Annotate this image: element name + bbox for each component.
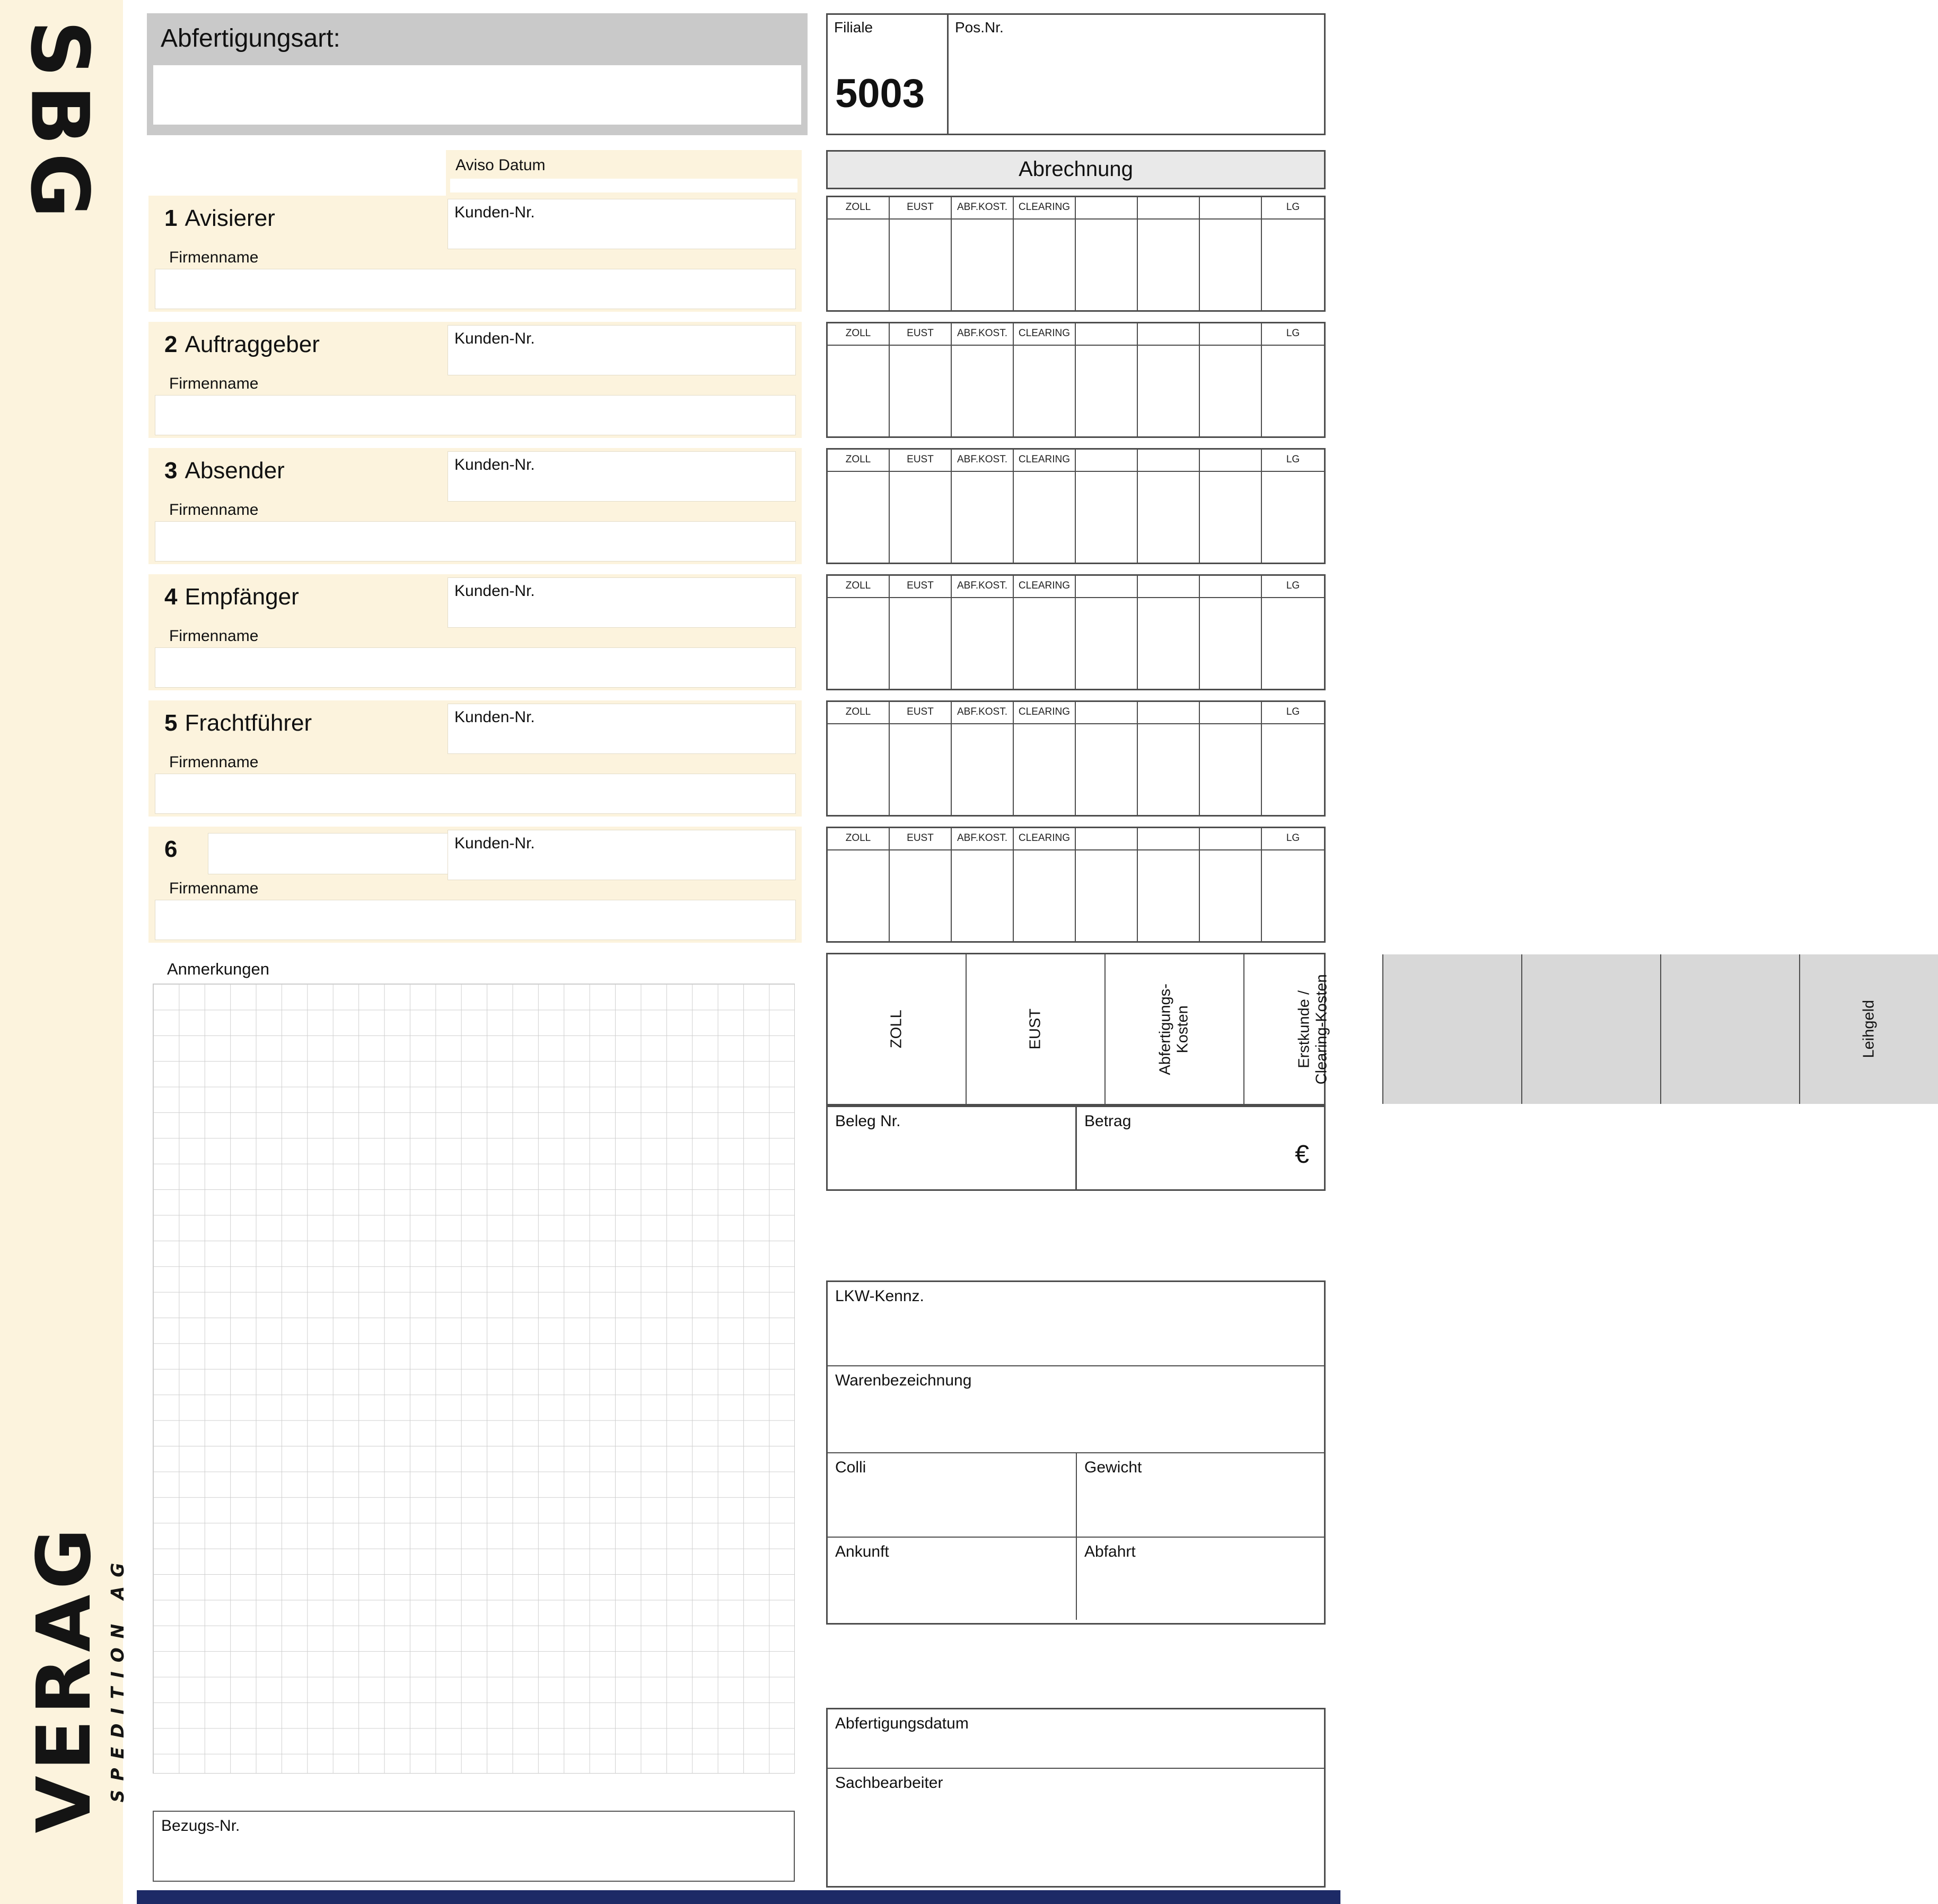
column-header-eust: EUST: [890, 576, 951, 598]
ankunft-label: Ankunft: [835, 1543, 889, 1560]
row-name: Auftraggeber: [185, 331, 320, 357]
column-header-blank: [1076, 702, 1137, 724]
row-number: 2: [164, 331, 178, 357]
ankunft-field[interactable]: [828, 1538, 1077, 1620]
abfertigungsdatum-field[interactable]: [828, 1709, 1324, 1769]
abrechnung-cell-blank[interactable]: [1200, 450, 1262, 563]
filiale-posnr-box: [826, 13, 1326, 135]
verag-logo-text: VERAG: [21, 1523, 108, 1833]
abrechnung-cell-blank[interactable]: [1200, 702, 1262, 815]
rotated-cell-eust: [967, 954, 1106, 1104]
firmenname-label: Firmenname: [169, 627, 259, 645]
column-header-zoll: ZOLL: [828, 576, 889, 598]
firmenname-field[interactable]: [155, 774, 796, 814]
anmerkungen-label: Anmerkungen: [167, 960, 270, 978]
abrechnung-row-1: [826, 196, 1326, 312]
abrechnung-cell-blank[interactable]: [1200, 576, 1262, 689]
column-header-blank: [1138, 576, 1199, 598]
column-header-eust: EUST: [890, 450, 951, 472]
colli-label: Colli: [835, 1459, 866, 1476]
abrechnung-cell-abfkost[interactable]: [952, 702, 1014, 815]
row-name: Avisierer: [185, 205, 275, 231]
firmenname-field[interactable]: [155, 269, 796, 309]
column-header-zoll: ZOLL: [828, 450, 889, 472]
row-number: 6: [164, 836, 178, 862]
abrechnung-cell-lg[interactable]: [1262, 702, 1324, 815]
abfahrt-label: Abfahrt: [1084, 1543, 1136, 1560]
abrechnung-rotated-labels: [826, 953, 1878, 1105]
column-header-abfkost: ABF.KOST.: [952, 323, 1013, 346]
row-number: 5: [164, 710, 178, 736]
abrechnung-cell-zoll[interactable]: [828, 576, 890, 689]
abrechnung-row-2: [826, 322, 1326, 438]
abrechnung-cell-blank[interactable]: [1076, 450, 1138, 563]
sachbearbeiter-field[interactable]: [828, 1769, 1324, 1886]
abrechnung-cell-lg[interactable]: [1262, 323, 1324, 436]
abrechnung-cell-zoll[interactable]: [828, 702, 890, 815]
aviso-datum-label: Aviso Datum: [455, 156, 546, 174]
row-number: 3: [164, 458, 178, 484]
row-six: [148, 827, 802, 943]
firmenname-label: Firmenname: [169, 249, 259, 266]
aviso-datum-panel: [446, 150, 802, 196]
abrechnung-cell-blank[interactable]: [1138, 828, 1200, 941]
column-header-blank: [1200, 450, 1261, 472]
firmenname-label: Firmenname: [169, 753, 259, 771]
firmenname-field[interactable]: [155, 521, 796, 561]
abrechnung-cell-clearing[interactable]: [1014, 450, 1076, 563]
posnr-label: Pos.Nr.: [955, 19, 1004, 36]
row-six-title-field[interactable]: [208, 833, 457, 874]
filiale-cell[interactable]: [828, 15, 949, 134]
abrechnung-cell-clearing[interactable]: [1014, 702, 1076, 815]
abrechnung-cell-clearing[interactable]: [1014, 197, 1076, 310]
rotated-label: ZOLL: [888, 1010, 905, 1049]
column-header-lg: LG: [1262, 576, 1324, 598]
column-header-abfkost: ABF.KOST.: [952, 702, 1013, 724]
ankunft-abfahrt-row: [828, 1538, 1324, 1620]
abrechnung-cell-blank[interactable]: [1138, 197, 1200, 310]
abrechnung-cell-eust[interactable]: [890, 576, 952, 689]
abrechnung-cell-zoll[interactable]: [828, 323, 890, 436]
row-title: [164, 584, 299, 610]
kunden-nr-field[interactable]: [448, 199, 796, 249]
column-header-clearing: CLEARING: [1014, 702, 1075, 724]
abrechnung-cell-abfkost[interactable]: [952, 576, 1014, 689]
abrechnung-cell-zoll[interactable]: [828, 828, 890, 941]
bezugs-nr-field[interactable]: [153, 1811, 795, 1882]
warenbezeichnung-field[interactable]: [828, 1366, 1324, 1453]
abrechnung-cell-eust[interactable]: [890, 197, 952, 310]
kunden-nr-label: Kunden-Nr.: [454, 708, 535, 726]
firmenname-label: Firmenname: [169, 501, 259, 519]
euro-currency-symbol: €: [1295, 1140, 1309, 1169]
column-header-zoll: ZOLL: [828, 197, 889, 220]
kunden-nr-label: Kunden-Nr.: [454, 582, 535, 600]
column-header-clearing: CLEARING: [1014, 828, 1075, 850]
rotated-label: Leihgeld: [1860, 1000, 1878, 1058]
abrechnung-cell-blank[interactable]: [1138, 323, 1200, 436]
abrechnung-cell-blank[interactable]: [1076, 323, 1138, 436]
firmenname-label: Firmenname: [169, 375, 259, 392]
abrechnung-cell-zoll[interactable]: [828, 197, 890, 310]
abfertigungsart-label: Abfertigungsart:: [161, 24, 340, 52]
kunden-nr-field[interactable]: [448, 325, 796, 375]
column-header-abfkost: ABF.KOST.: [952, 197, 1013, 220]
firmenname-label: Firmenname: [169, 880, 259, 897]
row-name: Frachtführer: [185, 710, 312, 736]
rotated-cell-zoll: [828, 954, 967, 1104]
column-header-blank: [1138, 702, 1199, 724]
column-header-zoll: ZOLL: [828, 828, 889, 850]
abfertigungsart-panel: [147, 13, 808, 135]
verag-logo: [21, 1495, 128, 1861]
lkw-kennz-field[interactable]: [828, 1282, 1324, 1366]
abrechnung-cell-blank[interactable]: [1138, 450, 1200, 563]
abrechnung-cell-blank[interactable]: [1200, 828, 1262, 941]
abrechnung-cell-eust[interactable]: [890, 828, 952, 941]
rotated-label: EUST: [1027, 1008, 1044, 1050]
column-header-lg: LG: [1262, 323, 1324, 346]
abrechnung-cell-blank[interactable]: [1076, 576, 1138, 689]
column-header-clearing: CLEARING: [1014, 197, 1075, 220]
kunden-nr-field[interactable]: [448, 451, 796, 502]
kunden-nr-label: Kunden-Nr.: [454, 330, 535, 347]
row-title: [164, 205, 275, 232]
colli-gewicht-row: [828, 1453, 1324, 1538]
abfahrt-field[interactable]: [1077, 1538, 1324, 1620]
abrechnung-cell-blank[interactable]: [1200, 323, 1262, 436]
abrechnung-cell-eust[interactable]: [890, 702, 952, 815]
abrechnung-cell-lg[interactable]: [1262, 197, 1324, 310]
beleg-nr-field[interactable]: [828, 1107, 1077, 1189]
kunden-nr-field[interactable]: [448, 577, 796, 628]
rotated-cell-blank: [1522, 954, 1661, 1104]
column-header-lg: LG: [1262, 450, 1324, 472]
column-header-lg: LG: [1262, 197, 1324, 220]
abrechnung-cell-blank[interactable]: [1200, 197, 1262, 310]
abrechnung-cell-clearing[interactable]: [1014, 323, 1076, 436]
row-title: [164, 458, 285, 484]
column-header-eust: EUST: [890, 197, 951, 220]
filiale-label: Filiale: [834, 19, 873, 36]
rotated-label: Erstkunde / Clearing-Kosten: [1295, 974, 1330, 1084]
column-header-zoll: ZOLL: [828, 323, 889, 346]
column-header-blank: [1138, 450, 1199, 472]
row-name: Absender: [185, 458, 285, 484]
column-header-clearing: CLEARING: [1014, 576, 1075, 598]
abrechnung-cell-blank[interactable]: [1076, 702, 1138, 815]
abrechnung-cell-abfkost[interactable]: [952, 450, 1014, 563]
abrechnung-cell-blank[interactable]: [1138, 576, 1200, 689]
rotated-cell-blank: [1383, 954, 1522, 1104]
bottom-accent-bar: [137, 1890, 1340, 1904]
verag-logo-subtext: SPEDITION AG: [107, 1554, 128, 1803]
kunden-nr-label: Kunden-Nr.: [454, 835, 535, 852]
column-header-blank: [1076, 323, 1137, 346]
column-header-clearing: CLEARING: [1014, 450, 1075, 472]
betrag-field[interactable]: [1077, 1107, 1324, 1189]
sbg-logo: SBG: [13, 20, 106, 226]
column-header-blank: [1076, 828, 1137, 850]
row-frachtfuehrer: [148, 700, 802, 817]
row-avisierer: [148, 196, 802, 312]
abrechnung-cell-lg[interactable]: [1262, 828, 1324, 941]
abrechnung-row-5: [826, 700, 1326, 817]
row-name: Empfänger: [185, 584, 299, 610]
abrechnung-cell-blank[interactable]: [1138, 702, 1200, 815]
column-header-lg: LG: [1262, 828, 1324, 850]
column-header-abfkost: ABF.KOST.: [952, 828, 1013, 850]
column-header-clearing: CLEARING: [1014, 323, 1075, 346]
gewicht-label: Gewicht: [1084, 1459, 1142, 1476]
column-header-blank: [1076, 197, 1137, 220]
abrechnung-cell-lg[interactable]: [1262, 450, 1324, 563]
rotated-cell-leihgeld: [1800, 954, 1938, 1104]
abrechnung-cell-zoll[interactable]: [828, 450, 890, 563]
abrechnung-cell-eust[interactable]: [890, 450, 952, 563]
column-header-eust: EUST: [890, 828, 951, 850]
kunden-nr-label: Kunden-Nr.: [454, 456, 535, 473]
column-header-eust: EUST: [890, 323, 951, 346]
abrechnung-row-4: [826, 574, 1326, 690]
column-header-blank: [1076, 576, 1137, 598]
anmerkungen-grid-area[interactable]: [153, 984, 795, 1774]
row-title: [164, 836, 185, 863]
column-header-blank: [1138, 828, 1199, 850]
gewicht-field[interactable]: [1077, 1453, 1324, 1537]
column-header-eust: EUST: [890, 702, 951, 724]
column-header-blank: [1138, 197, 1199, 220]
rotated-cell-clearingkosten: [1244, 954, 1383, 1104]
column-header-lg: LG: [1262, 702, 1324, 724]
row-auftraggeber: [148, 322, 802, 438]
column-header-abfkost: ABF.KOST.: [952, 450, 1013, 472]
firmenname-field[interactable]: [155, 395, 796, 435]
column-header-abfkost: ABF.KOST.: [952, 576, 1013, 598]
abrechnung-header: Abrechnung: [826, 150, 1326, 189]
row-absender: [148, 448, 802, 564]
warenbezeichnung-label: Warenbezeichnung: [835, 1372, 972, 1389]
bezugs-nr-label: Bezugs-Nr.: [161, 1817, 240, 1835]
sachbearbeiter-label: Sachbearbeiter: [835, 1774, 943, 1792]
kunden-nr-label: Kunden-Nr.: [454, 204, 535, 221]
row-title: [164, 331, 320, 358]
column-header-blank: [1200, 828, 1261, 850]
abfertigungsdatum-label: Abfertigungsdatum: [835, 1715, 969, 1732]
kunden-nr-field[interactable]: [448, 704, 796, 754]
lkw-kennz-label: LKW-Kennz.: [835, 1287, 924, 1305]
abrechnung-cell-eust[interactable]: [890, 323, 952, 436]
row-title: [164, 710, 312, 736]
abrechnung-cell-lg[interactable]: [1262, 576, 1324, 689]
abrechnung-row-3: [826, 448, 1326, 564]
betrag-label: Betrag: [1084, 1112, 1132, 1130]
abrechnung-cell-abfkost[interactable]: [952, 323, 1014, 436]
beleg-nr-label: Beleg Nr.: [835, 1112, 901, 1130]
column-header-blank: [1200, 702, 1261, 724]
column-header-blank: [1200, 197, 1261, 220]
abrechnung-row-6: [826, 827, 1326, 943]
column-header-zoll: ZOLL: [828, 702, 889, 724]
aviso-datum-field[interactable]: [450, 179, 797, 192]
abrechnung-cell-abfkost[interactable]: [952, 197, 1014, 310]
posnr-cell[interactable]: [949, 15, 1324, 134]
firmenname-field[interactable]: [155, 647, 796, 688]
column-header-blank: [1200, 576, 1261, 598]
abrechnung-cell-clearing[interactable]: [1014, 576, 1076, 689]
abrechnung-cell-abfkost[interactable]: [952, 828, 1014, 941]
kunden-nr-field[interactable]: [448, 830, 796, 880]
filiale-value: 5003: [835, 71, 925, 116]
abrechnung-cell-blank[interactable]: [1076, 828, 1138, 941]
processing-box: [826, 1708, 1326, 1888]
column-header-blank: [1076, 450, 1137, 472]
abrechnung-cell-blank[interactable]: [1076, 197, 1138, 310]
colli-field[interactable]: [828, 1453, 1077, 1537]
column-header-blank: [1138, 323, 1199, 346]
row-empfaenger: [148, 574, 802, 690]
rotated-label: Abfertigungs-Kosten: [1156, 983, 1191, 1075]
row-number: 4: [164, 584, 178, 610]
beleg-betrag-box: [826, 1105, 1326, 1191]
abfertigungsart-field[interactable]: [153, 65, 801, 125]
rotated-cell-abfertigungskosten: [1106, 954, 1244, 1104]
column-header-blank: [1200, 323, 1261, 346]
row-number: 1: [164, 205, 178, 231]
rotated-cell-blank: [1661, 954, 1800, 1104]
abrechnung-cell-clearing[interactable]: [1014, 828, 1076, 941]
firmenname-field[interactable]: [155, 900, 796, 940]
shipment-details-box: [826, 1280, 1326, 1625]
